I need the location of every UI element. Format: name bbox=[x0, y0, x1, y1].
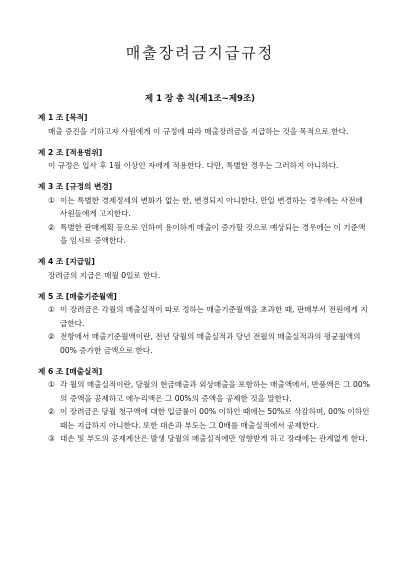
article-3 bbox=[38, 180, 370, 248]
clause-number: ② bbox=[48, 407, 55, 416]
article-heading: 제 3 조 [규정의 변경] bbox=[38, 182, 113, 191]
clause-text: 이는 특별한 경제정세의 변화가 없는 한, 변경되지 아니한다. 만일 변경하는 경우에는 사전에 사원들에게 고지한다. bbox=[60, 195, 363, 218]
article-heading: 제 6 조 [매출실적] bbox=[38, 366, 103, 376]
article-heading: 제 2 조 [적용범위] bbox=[38, 147, 103, 157]
clause-item bbox=[48, 378, 370, 405]
article-text: 장려금의 지급은 매월 0일로 한다. bbox=[48, 270, 161, 280]
clause-text: 이 장려금은 당월 청구액에 대한 입금률이 00% 이하인 때에는 50%로 삭감하며, 00% 이하인 때는 지급하지 아니한다. 또한 대손과 부도는 그 0배를 매출실적에서 공제한다. bbox=[60, 407, 370, 430]
clause-item bbox=[48, 221, 370, 248]
article-1 bbox=[38, 111, 370, 138]
clause-number: ① bbox=[48, 305, 55, 314]
clause-number: ① bbox=[48, 380, 55, 389]
clause-number: ① bbox=[48, 195, 55, 205]
document-title: 매출장려금지급규정 bbox=[125, 44, 275, 62]
clause-number: ② bbox=[48, 222, 55, 232]
clause-number: ② bbox=[48, 332, 55, 341]
clause-text: 이 장려금은 각월의 매출실적이 따로 정하는 매출기준월액을 초과한 때, 판매부서 전원에게 지급한다. bbox=[60, 305, 368, 328]
article-5 bbox=[38, 290, 370, 358]
clause-item bbox=[48, 194, 370, 221]
clause-item bbox=[48, 303, 370, 330]
clause-text: 특별한 판매계획 등으로 인하여 용이하게 매출이 증가할 것으로 예상되는 경우에는 이 기준액을 임시로 증액한다. bbox=[60, 222, 366, 245]
article-heading: 제 5 조 [매출기준월액] bbox=[38, 291, 117, 301]
clause-item bbox=[48, 405, 370, 432]
article-2 bbox=[38, 146, 370, 173]
clause-text: 대손 및 부도의 공제계산은 발생 당월의 매출실적에만 영향받게 하고 장래에는 관계없게 한다. bbox=[60, 434, 368, 443]
article-heading: 제 4 조 [지급일] bbox=[38, 257, 95, 266]
clause-number: ③ bbox=[48, 434, 55, 443]
clause-item bbox=[48, 432, 370, 446]
chapter-heading: 제 1 장 총 칙(제1조~제9조) bbox=[144, 94, 256, 104]
article-4 bbox=[38, 255, 370, 282]
article-6 bbox=[38, 365, 370, 446]
clause-item bbox=[48, 330, 370, 357]
clause-text: 전항에서 매출기준월액이란, 전년 당월의 매출실적과 당년 전월의 매출실적과의 평균월액의 00% 증가한 금액으로 한다. bbox=[60, 332, 361, 355]
clause-text: 각 월의 매출실적이란, 당월의 현금매출과 외상매출을 포함하는 매출액에서, 반품액은 그 00%의 증액을 공제하고 에누리액은 그 00%의 증액을 공제한 것을 말한다. bbox=[60, 380, 370, 403]
article-text: 매출 증진을 기하고자 사원에게 이 규정에 따라 매출장려금을 지급하는 것을 목적으로 한다. bbox=[48, 126, 349, 136]
article-text: 이 규정은 입사 후 1월 이상인 자에게 적용한다. 다만, 특별한 경우는 그러하지 아니하다. bbox=[48, 161, 339, 170]
document-body bbox=[38, 111, 370, 453]
article-heading: 제 1 조 [목적] bbox=[38, 113, 88, 122]
